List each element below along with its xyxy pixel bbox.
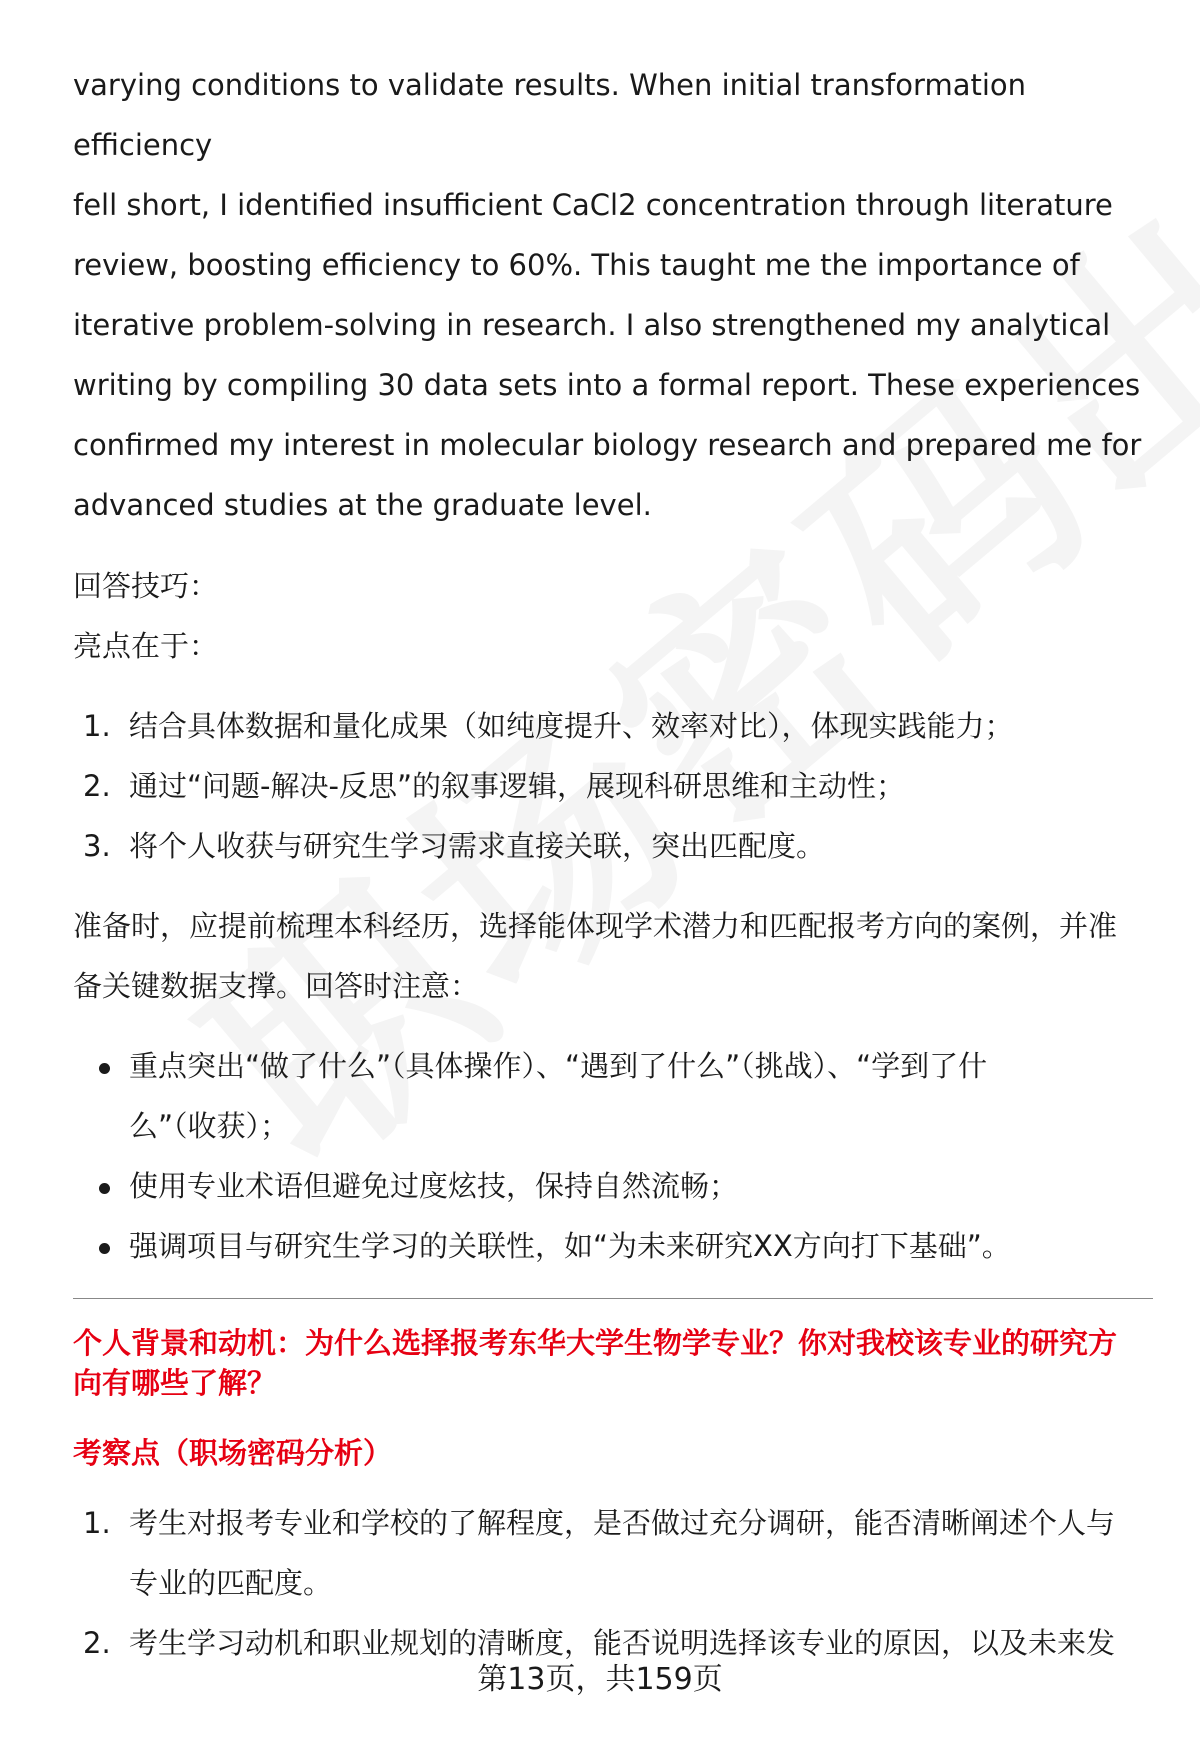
list-text: 重点突出“做了什么”（具体操作）、“遇到了什么”（挑战）、“学到了什 xyxy=(129,1049,988,1083)
list-item xyxy=(73,1036,1153,1156)
bullet-icon xyxy=(99,1243,110,1254)
prep-line: 准备时，应提前梳理本科经历，选择能体现学术潜力和匹配报考方向的案例，并准 xyxy=(73,909,1118,943)
list-text: 通过“问题-解决-反思”的叙事逻辑，展现科研思维和主动性； xyxy=(129,769,905,803)
intro-line: iterative problem-solving in research. I also strengthened my analytical xyxy=(73,308,1111,342)
list-text: 使用专业术语但避免过度炫技，保持自然流畅； xyxy=(129,1169,739,1203)
intro-line: confirmed my interest in molecular biology research and prepared me for xyxy=(73,428,1142,462)
question-line: 向有哪些了解？ xyxy=(73,1366,277,1400)
list-text: 结合具体数据和量化成果（如纯度提升、效率对比），体现实践能力； xyxy=(129,709,1014,743)
intro-line: review, boosting efficiency to 60%. This taught me the importance of xyxy=(73,248,1080,282)
exam-point-heading: 考察点（职场密码分析） xyxy=(73,1436,393,1470)
list-number: 3. xyxy=(83,829,111,863)
notes-list xyxy=(73,1036,1153,1276)
list-item xyxy=(73,1156,1153,1216)
prep-line: 备关键数据支撑。回答时注意： xyxy=(73,969,480,1003)
prep-paragraph xyxy=(73,896,1153,1016)
list-text: 将个人收获与研究生学习需求直接关联，突出匹配度。 xyxy=(129,829,826,863)
bullet-icon xyxy=(99,1063,110,1074)
list-number: 1. xyxy=(83,1506,111,1540)
list-number: 2. xyxy=(83,769,111,803)
intro-line: fell short, I identified insufficient CaCl2 concentration through literature xyxy=(73,188,1113,222)
list-item xyxy=(73,756,1153,816)
list-item xyxy=(73,1493,1153,1613)
intro-line: advanced studies at the graduate level. xyxy=(73,488,652,522)
list-text: 专业的匹配度。 xyxy=(129,1566,333,1600)
list-text: 强调项目与研究生学习的关联性，如“为未来研究XX方向打下基础”。 xyxy=(129,1229,1011,1263)
question-line: 个人背景和动机：为什么选择报考东华大学生物学专业？你对我校该专业的研究方 xyxy=(73,1326,1118,1360)
list-item xyxy=(73,816,1153,876)
intro-line: varying conditions to validate results. When initial transformation efficiency xyxy=(73,68,1027,162)
tips-label: 回答技巧： xyxy=(73,569,219,603)
list-number: 2. xyxy=(83,1626,111,1660)
list-text: 么”（收获）； xyxy=(129,1109,290,1143)
section-divider xyxy=(73,1298,1153,1299)
exam-points-list xyxy=(73,1493,1153,1673)
bullet-icon xyxy=(99,1183,110,1194)
list-item xyxy=(73,1216,1153,1276)
list-text: 考生对报考专业和学校的了解程度，是否做过充分调研，能否清晰阐述个人与 xyxy=(129,1506,1116,1540)
question-heading xyxy=(73,1323,1153,1403)
highlights-list xyxy=(73,696,1153,876)
highlights-label: 亮点在于： xyxy=(73,629,219,663)
list-item xyxy=(73,696,1153,756)
list-number: 1. xyxy=(83,709,111,743)
intro-line: writing by compiling 30 data sets into a formal report. These experiences xyxy=(73,368,1141,402)
intro-paragraph xyxy=(73,55,1153,535)
page-footer: 第13页，共159页 xyxy=(477,1662,723,1697)
page-content xyxy=(73,55,1153,1673)
list-text: 考生学习动机和职业规划的清晰度，能否说明选择该专业的原因，以及未来发 xyxy=(129,1626,1116,1660)
